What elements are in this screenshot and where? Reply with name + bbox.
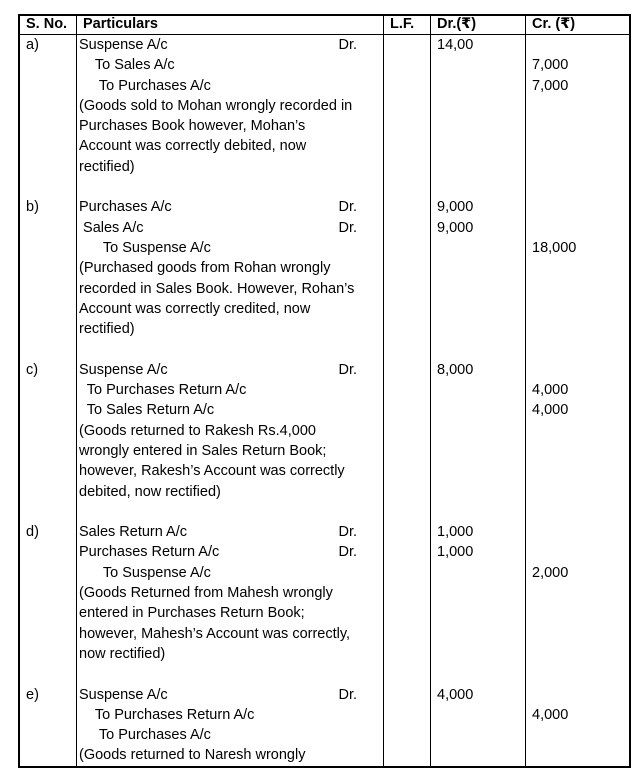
particulars-text: Sales Return A/c [79, 524, 187, 541]
credit-cell [526, 218, 629, 238]
lf-cell [384, 482, 431, 502]
particulars-cell [77, 644, 384, 664]
debit-cell [431, 624, 526, 644]
debit-cell [431, 96, 526, 116]
debit-cell [431, 339, 526, 359]
particulars-text: Account was correctly debited, now [79, 138, 307, 155]
particulars-text: Account was correctly credited, now [79, 300, 311, 317]
journal-line [20, 563, 629, 583]
debit-cell [431, 745, 526, 765]
particulars-cell [77, 360, 384, 380]
particulars-cell [77, 279, 384, 299]
particulars-text: To Suspense A/c [79, 564, 211, 581]
credit-cell: 4,000 [532, 706, 569, 723]
sno-cell [20, 380, 77, 400]
debit-cell [431, 136, 526, 156]
credit-cell: 4,000 [532, 382, 569, 399]
credit-cell [526, 725, 629, 745]
journal-line [20, 136, 629, 156]
journal-line [20, 299, 629, 319]
journal-line [20, 76, 629, 96]
journal-line [20, 421, 629, 441]
credit-cell [526, 542, 629, 562]
sno-cell [20, 339, 77, 359]
lf-cell [384, 583, 431, 603]
lf-cell [384, 136, 431, 156]
particulars-cell [77, 421, 384, 441]
journal-line [20, 55, 629, 75]
credit-cell [526, 583, 629, 603]
lf-cell [384, 421, 431, 441]
journal-line [20, 542, 629, 562]
journal-line [20, 644, 629, 664]
particulars-text: To Suspense A/c [79, 239, 211, 256]
particulars-cell [77, 502, 384, 522]
credit-cell [526, 644, 629, 664]
credit-cell [526, 35, 629, 55]
sno-cell [20, 157, 77, 177]
credit-cell [526, 685, 629, 705]
sno-cell [20, 542, 77, 562]
particulars-text: Sales A/c [79, 219, 144, 236]
journal-line [20, 197, 629, 217]
sno-cell [20, 136, 77, 156]
journal-line [20, 116, 629, 136]
debit-cell [431, 461, 526, 481]
debit-cell [431, 319, 526, 339]
lf-cell [384, 76, 431, 96]
lf-cell [384, 96, 431, 116]
particulars-cell [77, 55, 384, 75]
lf-cell [384, 157, 431, 177]
particulars-cell [77, 258, 384, 278]
debit-cell [431, 380, 526, 400]
debit-cell [431, 177, 526, 197]
debit-cell [431, 603, 526, 623]
entry-spacer-line [20, 177, 629, 197]
dr-marker: Dr. [338, 686, 357, 703]
journal-line [20, 583, 629, 603]
debit-cell [431, 421, 526, 441]
column-header-particulars: Particulars [77, 16, 384, 34]
lf-cell [384, 197, 431, 217]
lf-cell [384, 55, 431, 75]
particulars-cell [77, 197, 384, 217]
sno-cell [20, 400, 77, 420]
lf-cell [384, 624, 431, 644]
credit-cell [526, 339, 629, 359]
journal-line [20, 441, 629, 461]
debit-cell [431, 157, 526, 177]
credit-cell [526, 319, 629, 339]
sno-cell [20, 279, 77, 299]
debit-cell [431, 116, 526, 136]
particulars-text: (Goods sold to Mohan wrongly recorded in [79, 97, 353, 114]
particulars-text: To Purchases Return A/c [79, 382, 247, 399]
credit-cell [526, 136, 629, 156]
credit-cell [526, 157, 629, 177]
sno-cell [20, 76, 77, 96]
dr-marker: Dr. [338, 544, 357, 561]
journal-line [20, 35, 629, 55]
sno-cell [20, 461, 77, 481]
particulars-text: To Sales Return A/c [79, 402, 215, 419]
dr-marker: Dr. [338, 524, 357, 541]
particulars-text: Purchases Book however, Mohan’s [79, 118, 306, 135]
journal-line [20, 319, 629, 339]
lf-cell [384, 441, 431, 461]
sno-cell [20, 441, 77, 461]
lf-cell [384, 360, 431, 380]
entry-spacer-line [20, 664, 629, 684]
debit-cell: 9,000 [431, 218, 526, 238]
particulars-text: To Sales A/c [79, 57, 175, 74]
column-header-dr: Dr.(₹) [431, 16, 526, 34]
debit-cell [431, 299, 526, 319]
journal-line [20, 279, 629, 299]
journal-line [20, 258, 629, 278]
lf-cell [384, 542, 431, 562]
journal-line [20, 218, 629, 238]
entry-spacer-line [20, 502, 629, 522]
lf-cell [384, 502, 431, 522]
journal-line [20, 238, 629, 258]
sno-cell [20, 502, 77, 522]
particulars-text: rectified) [79, 158, 135, 175]
column-header-sno: S. No. [20, 16, 77, 34]
journal-line [20, 705, 629, 725]
particulars-text: (Goods returned to Naresh wrongly [79, 747, 306, 764]
lf-cell [384, 319, 431, 339]
lf-cell [384, 745, 431, 765]
sno-cell [20, 624, 77, 644]
particulars-text: wrongly entered in Sales Return Book; [79, 442, 327, 459]
particulars-cell [77, 76, 384, 96]
journal-line [20, 522, 629, 542]
sno-cell [20, 563, 77, 583]
particulars-text: recorded in Sales Book. However, Rohan’s [79, 280, 355, 297]
sno-cell [20, 421, 77, 441]
journal-body [20, 35, 629, 766]
sno-cell [20, 644, 77, 664]
debit-cell: 9,000 [431, 197, 526, 217]
credit-cell [526, 299, 629, 319]
particulars-cell [77, 685, 384, 705]
credit-cell [526, 116, 629, 136]
sno-cell [20, 238, 77, 258]
sno-cell [20, 299, 77, 319]
particulars-cell [77, 745, 384, 765]
particulars-cell [77, 319, 384, 339]
credit-cell [526, 441, 629, 461]
credit-cell: 7,000 [532, 77, 569, 94]
particulars-text: however, Rakesh’s Account was correctly [79, 463, 345, 480]
lf-cell [384, 644, 431, 664]
journal-line [20, 360, 629, 380]
lf-cell [384, 238, 431, 258]
credit-cell [526, 482, 629, 502]
particulars-text: entered in Purchases Return Book; [79, 605, 305, 622]
sno-cell: d) [20, 522, 77, 542]
sno-cell: a) [20, 35, 77, 55]
particulars-text: To Purchases A/c [79, 77, 211, 94]
particulars-cell [77, 583, 384, 603]
debit-cell [431, 583, 526, 603]
sno-cell [20, 482, 77, 502]
lf-cell [384, 177, 431, 197]
credit-cell: 7,000 [532, 57, 569, 74]
journal-line [20, 725, 629, 745]
particulars-cell [77, 116, 384, 136]
sno-cell [20, 745, 77, 765]
particulars-text: To Purchases Return A/c [79, 706, 255, 723]
lf-cell [384, 258, 431, 278]
particulars-text: rectified) [79, 321, 135, 338]
journal-line [20, 96, 629, 116]
debit-cell: 4,000 [431, 685, 526, 705]
credit-cell [526, 279, 629, 299]
particulars-text: however, Mahesh’s Account was correctly, [79, 625, 351, 642]
debit-cell: 1,000 [431, 522, 526, 542]
lf-cell [384, 685, 431, 705]
sno-cell [20, 116, 77, 136]
sno-cell [20, 664, 77, 684]
sno-cell [20, 603, 77, 623]
particulars-text: Purchases A/c [79, 199, 172, 216]
column-header-cr: Cr. (₹) [532, 16, 576, 32]
sno-cell [20, 319, 77, 339]
particulars-text: now rectified) [79, 645, 166, 662]
particulars-cell [77, 299, 384, 319]
particulars-text: Suspense A/c [79, 361, 168, 378]
lf-cell [384, 461, 431, 481]
particulars-cell [77, 725, 384, 745]
credit-cell [526, 502, 629, 522]
credit-cell: 2,000 [532, 564, 569, 581]
particulars-cell [77, 380, 384, 400]
particulars-cell [77, 339, 384, 359]
debit-cell [431, 441, 526, 461]
table-header-row [20, 16, 629, 35]
sno-cell [20, 725, 77, 745]
particulars-text: (Purchased goods from Rohan wrongly [79, 260, 331, 277]
particulars-text: To Purchases A/c [79, 727, 211, 744]
particulars-cell [77, 218, 384, 238]
debit-cell [431, 563, 526, 583]
journal-entries-table [18, 14, 631, 768]
lf-cell [384, 400, 431, 420]
credit-cell [526, 461, 629, 481]
credit-cell [526, 360, 629, 380]
journal-line [20, 603, 629, 623]
debit-cell [431, 55, 526, 75]
debit-cell: 8,000 [431, 360, 526, 380]
particulars-text: Suspense A/c [79, 686, 168, 703]
lf-cell [384, 563, 431, 583]
particulars-cell [77, 664, 384, 684]
debit-cell [431, 482, 526, 502]
journal-line [20, 380, 629, 400]
sno-cell: b) [20, 197, 77, 217]
debit-cell [431, 502, 526, 522]
debit-cell [431, 279, 526, 299]
particulars-cell [77, 705, 384, 725]
journal-line [20, 745, 629, 765]
particulars-cell [77, 522, 384, 542]
particulars-cell [77, 624, 384, 644]
lf-cell [384, 522, 431, 542]
particulars-cell [77, 482, 384, 502]
debit-cell [431, 725, 526, 745]
lf-cell [384, 218, 431, 238]
journal-line [20, 685, 629, 705]
particulars-cell [77, 542, 384, 562]
sno-cell [20, 258, 77, 278]
column-header-lf: L.F. [384, 16, 431, 34]
particulars-text: Suspense A/c [79, 37, 168, 53]
debit-cell: 1,000 [431, 542, 526, 562]
sno-cell [20, 55, 77, 75]
credit-cell [526, 745, 629, 765]
debit-cell [431, 664, 526, 684]
journal-line [20, 400, 629, 420]
lf-cell [384, 380, 431, 400]
particulars-cell [77, 177, 384, 197]
particulars-text: (Goods Returned from Mahesh wrongly [79, 585, 333, 602]
particulars-cell [77, 603, 384, 623]
debit-cell [431, 705, 526, 725]
sno-cell [20, 218, 77, 238]
particulars-cell [77, 441, 384, 461]
lf-cell [384, 705, 431, 725]
lf-cell [384, 339, 431, 359]
sno-cell [20, 177, 77, 197]
debit-cell [431, 76, 526, 96]
sno-cell [20, 583, 77, 603]
credit-cell [526, 177, 629, 197]
credit-cell [526, 197, 629, 217]
credit-cell [526, 522, 629, 542]
sno-cell: c) [20, 360, 77, 380]
sno-cell [20, 96, 77, 116]
particulars-text: debited, now rectified) [79, 483, 221, 500]
credit-cell [526, 96, 629, 116]
particulars-cell [77, 238, 384, 258]
journal-line [20, 482, 629, 502]
journal-line [20, 461, 629, 481]
dr-marker: Dr. [338, 37, 357, 53]
journal-line [20, 624, 629, 644]
credit-cell [526, 258, 629, 278]
lf-cell [384, 279, 431, 299]
lf-cell [384, 725, 431, 745]
particulars-cell [77, 96, 384, 116]
entry-spacer-line [20, 339, 629, 359]
particulars-cell [77, 157, 384, 177]
credit-cell: 4,000 [532, 402, 569, 419]
debit-cell [431, 258, 526, 278]
sno-cell [20, 705, 77, 725]
particulars-cell [77, 35, 384, 55]
particulars-text: (Goods returned to Rakesh Rs.4,000 [79, 422, 316, 439]
credit-cell [526, 664, 629, 684]
particulars-cell [77, 136, 384, 156]
lf-cell [384, 664, 431, 684]
debit-cell [431, 400, 526, 420]
debit-cell: 14,00 [431, 35, 526, 55]
lf-cell [384, 116, 431, 136]
dr-marker: Dr. [338, 219, 357, 236]
dr-marker: Dr. [338, 361, 357, 378]
credit-cell [526, 624, 629, 644]
lf-cell [384, 603, 431, 623]
credit-cell: 18,000 [532, 239, 577, 256]
credit-cell [526, 603, 629, 623]
dr-marker: Dr. [338, 199, 357, 216]
debit-cell [431, 644, 526, 664]
lf-cell [384, 299, 431, 319]
particulars-cell [77, 461, 384, 481]
particulars-text: Purchases Return A/c [79, 544, 220, 561]
credit-cell [526, 421, 629, 441]
journal-line [20, 157, 629, 177]
debit-cell [431, 238, 526, 258]
lf-cell [384, 35, 431, 55]
particulars-cell [77, 400, 384, 420]
particulars-cell [77, 563, 384, 583]
sno-cell: e) [20, 685, 77, 705]
